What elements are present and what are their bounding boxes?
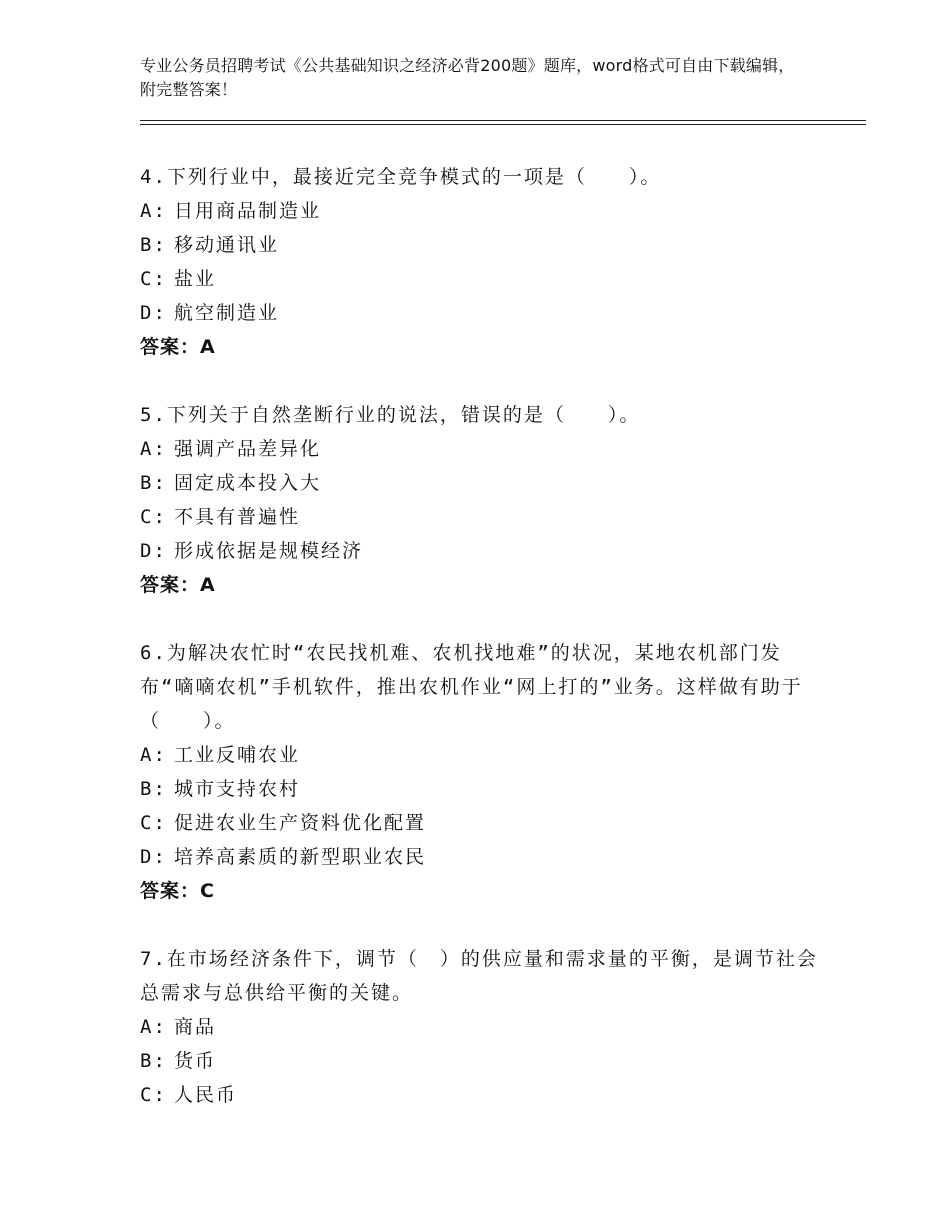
option-letter: B:	[140, 472, 167, 494]
option-text: 固定成本投入大	[174, 472, 322, 494]
option-text: 盐业	[174, 268, 217, 290]
question-7	[140, 942, 820, 1112]
question-stem: 6.为解决农忙时“农民找机难、农机找地难”的状况，某地农机部门发布“嘀嘀农机”手机软件，推出农机作业“网上打的”业务。这样做有助于（ ）。	[140, 642, 803, 732]
header-divider	[140, 120, 866, 121]
option-letter: D:	[140, 302, 167, 324]
option-a	[140, 1010, 820, 1044]
option-letter: A:	[140, 200, 167, 222]
answer-line: 答案：A	[140, 336, 216, 358]
option-d	[140, 296, 820, 330]
document-header	[140, 54, 810, 102]
option-letter: A:	[140, 438, 167, 460]
question-6	[140, 636, 820, 908]
option-letter: A:	[140, 744, 167, 766]
option-text: 强调产品差异化	[174, 438, 322, 460]
option-letter: C:	[140, 268, 167, 290]
option-letter: B:	[140, 778, 167, 800]
option-a	[140, 194, 820, 228]
header-divider-second	[140, 124, 866, 125]
option-b	[140, 772, 820, 806]
option-letter: A:	[140, 1016, 167, 1038]
answer-line: 答案：A	[140, 574, 216, 596]
option-c	[140, 262, 820, 296]
option-text: 促进农业生产资料优化配置	[174, 812, 427, 834]
option-text: 商品	[174, 1016, 217, 1038]
option-letter: C:	[140, 812, 167, 834]
option-text: 人民币	[174, 1084, 238, 1106]
option-text: 航空制造业	[174, 302, 280, 324]
option-a	[140, 432, 820, 466]
question-stem: 7.在市场经济条件下，调节（ ）的供应量和需求量的平衡，是调节社会总需求与总供给平衡的关键。	[140, 948, 818, 1004]
option-text: 货币	[174, 1050, 217, 1072]
option-letter: B:	[140, 1050, 167, 1072]
question-list	[140, 160, 820, 1146]
option-text: 移动通讯业	[174, 234, 280, 256]
header-text: 专业公务员招聘考试《公共基础知识之经济必背200题》题库，word格式可自由下载编辑，附完整答案！	[140, 56, 795, 99]
option-text: 不具有普遍性	[174, 506, 301, 528]
option-c	[140, 1078, 820, 1112]
option-text: 工业反哺农业	[174, 744, 301, 766]
option-text: 城市支持农村	[174, 778, 301, 800]
option-text: 培养高素质的新型职业农民	[174, 846, 427, 868]
option-text: 日用商品制造业	[174, 200, 322, 222]
option-b	[140, 228, 820, 262]
option-c	[140, 806, 820, 840]
option-c	[140, 500, 820, 534]
option-letter: D:	[140, 540, 167, 562]
question-4	[140, 160, 820, 364]
option-letter: C:	[140, 1084, 167, 1106]
option-d	[140, 840, 820, 874]
option-b	[140, 1044, 820, 1078]
option-a	[140, 738, 820, 772]
option-d	[140, 534, 820, 568]
question-stem: 5.下列关于自然垄断行业的说法，错误的是（ ）。	[140, 404, 641, 426]
question-stem: 4.下列行业中，最接近完全竞争模式的一项是（ ）。	[140, 166, 662, 188]
option-letter: D:	[140, 846, 167, 868]
option-b	[140, 466, 820, 500]
option-letter: C:	[140, 506, 167, 528]
question-5	[140, 398, 820, 602]
option-letter: B:	[140, 234, 167, 256]
option-text: 形成依据是规模经济	[174, 540, 364, 562]
answer-line: 答案：C	[140, 880, 215, 902]
